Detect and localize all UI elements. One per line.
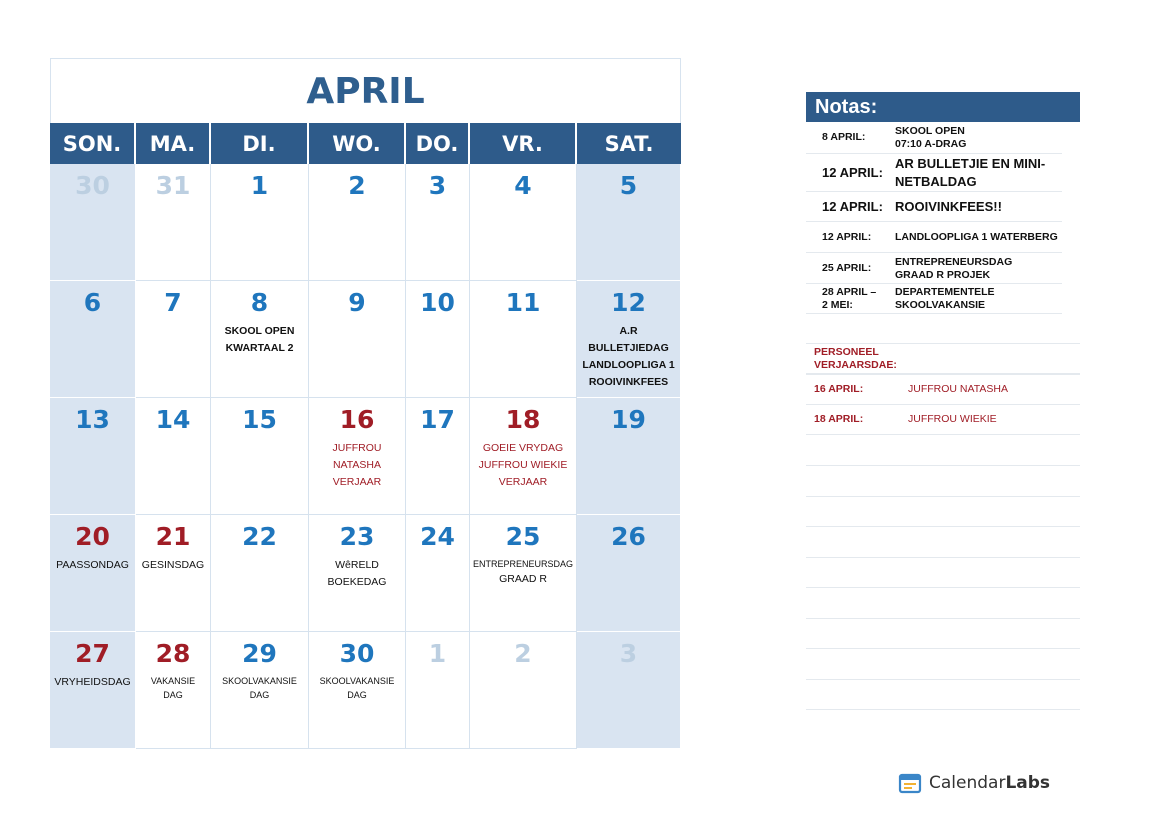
weekday-header [50, 123, 681, 164]
day-cell [50, 515, 136, 632]
event-text: WêRELD [335, 559, 379, 571]
note-blank-row [806, 679, 1080, 710]
week-row [50, 164, 681, 281]
day-number: 19 [611, 405, 646, 434]
day-cell [406, 515, 470, 632]
day-number: 25 [505, 522, 541, 551]
day-cell [470, 632, 577, 749]
staff-birthdays-row [806, 344, 1080, 375]
day-number: 1 [250, 171, 269, 200]
day-number: 26 [611, 522, 646, 551]
staff-birthdays-heading: PERSONEEL VERJAARSDAE: [814, 346, 897, 371]
day-cell [577, 164, 681, 281]
event-text: BULLETJIEDAG [588, 342, 669, 354]
event-text: SKOOLVAKANSIE [222, 676, 297, 686]
note-blank-row [806, 466, 1080, 497]
birthday-row [806, 405, 1080, 435]
event-text: VRYHEIDSDAG [54, 676, 131, 688]
event-text: VERJAAR [498, 476, 548, 488]
weekday-wednesday: WO. [309, 123, 406, 164]
note-text: DEPARTEMENTELE SKOOLVAKANSIE [895, 286, 995, 311]
day-number: 14 [155, 405, 191, 434]
day-cell [309, 515, 406, 632]
day-number: 13 [75, 405, 110, 434]
note-blank-row [806, 314, 1080, 344]
event-text: SKOOL OPEN [224, 325, 295, 337]
day-number: 31 [155, 171, 191, 200]
day-events [470, 557, 576, 588]
day-cell [577, 398, 681, 515]
logo-text: CalendarLabs [929, 773, 1051, 793]
weekday-friday: VR. [470, 123, 577, 164]
note-text: SKOOL OPEN 07:10 A-DRAG [895, 125, 967, 150]
day-number: 17 [420, 405, 455, 434]
note-date: 8 APRIL: [822, 131, 866, 143]
birthday-date: 18 APRIL: [814, 413, 864, 425]
day-number: 16 [339, 405, 375, 434]
weekday-thursday: DO. [406, 123, 470, 164]
event-text: JUFFROU [332, 442, 382, 454]
event-text: ROOIVINKFEES [588, 376, 669, 388]
event-text: KWARTAAL 2 [225, 342, 294, 354]
day-events [136, 557, 210, 574]
day-cell [577, 632, 681, 749]
day-cell [50, 164, 136, 281]
event-text: DAG [163, 690, 183, 700]
day-cell [406, 164, 470, 281]
event-text: PAASSONDAG [56, 559, 129, 571]
day-number: 4 [514, 171, 532, 200]
note-blank-row [806, 557, 1080, 588]
day-cell [309, 398, 406, 515]
day-cell [577, 515, 681, 632]
day-number: 11 [505, 288, 541, 317]
event-text: VAKANSIE [150, 676, 196, 686]
day-cell [470, 515, 577, 632]
day-number: 1 [428, 639, 447, 668]
day-events [309, 440, 405, 491]
day-number: 12 [611, 288, 646, 317]
note-row [806, 122, 1062, 154]
day-number: 7 [164, 288, 182, 317]
note-date: 12 APRIL: [822, 230, 872, 243]
note-row [806, 284, 1062, 314]
day-number: 10 [420, 288, 455, 317]
day-events [50, 674, 135, 691]
week-row [50, 515, 681, 632]
calendar-grid [50, 164, 681, 749]
day-cell [211, 164, 309, 281]
event-text: GRAAD R [499, 573, 547, 585]
note-blank-row [806, 435, 1080, 466]
day-number: 29 [242, 639, 277, 668]
birthday-name: JUFFROU NATASHA [908, 383, 1008, 395]
day-number: 23 [339, 522, 375, 551]
note-blank-row [806, 496, 1080, 527]
day-events [470, 440, 576, 491]
day-number: 18 [505, 405, 541, 434]
day-cell [470, 164, 577, 281]
day-cell [309, 281, 406, 398]
day-number: 6 [83, 288, 102, 317]
day-cell [136, 515, 211, 632]
event-text: DAG [249, 690, 270, 700]
day-cell [309, 632, 406, 749]
day-number: 2 [514, 639, 532, 668]
event-text: A.R [619, 325, 638, 337]
day-number: 3 [428, 171, 447, 200]
day-cell [136, 164, 211, 281]
note-text: LANDLOOPLIGA 1 WATERBERG [895, 231, 1058, 243]
note-blank-row [806, 618, 1080, 649]
day-number: 5 [619, 171, 638, 200]
birthday-date: 16 APRIL: [814, 383, 864, 395]
day-events [309, 674, 405, 702]
note-date: 12 APRIL: [822, 165, 883, 180]
day-cell [50, 281, 136, 398]
day-cell [50, 398, 136, 515]
day-cell [470, 398, 577, 515]
note-date: 28 APRIL – 2 MEI: [822, 286, 877, 311]
birthday-row [806, 375, 1080, 405]
day-number: 22 [242, 522, 277, 551]
week-row [50, 281, 681, 398]
calendar-logo-icon [898, 772, 924, 794]
day-cell [136, 632, 211, 749]
day-number: 15 [242, 405, 277, 434]
weekday-saturday: SAT. [604, 131, 654, 156]
day-cell [470, 281, 577, 398]
notes-title: Notas: [806, 92, 1080, 122]
day-cell [577, 281, 681, 398]
day-cell [309, 164, 406, 281]
day-number: 8 [250, 288, 269, 317]
event-text: GESINSDAG [141, 559, 205, 571]
calendar [50, 58, 681, 750]
note-blank-row [806, 527, 1080, 558]
event-text: VERJAAR [332, 476, 382, 488]
note-text: ROOIVINKFEES!! [895, 199, 1002, 214]
day-cell [211, 281, 309, 398]
event-text: DAG [347, 690, 367, 700]
weekday-tuesday: DI. [211, 123, 309, 164]
event-text: SKOOLVAKANSIE [319, 676, 395, 686]
day-cell [406, 398, 470, 515]
birthday-name: JUFFROU WIEKIE [908, 413, 997, 425]
event-text: JUFFROU WIEKIE [478, 459, 568, 471]
day-number: 9 [348, 288, 366, 317]
day-events [577, 323, 680, 391]
day-number: 30 [339, 639, 375, 668]
note-row [806, 154, 1062, 192]
event-text: LANDLOOPLIGA 1 [582, 359, 675, 371]
day-cell [406, 281, 470, 398]
day-events [211, 323, 308, 357]
note-row [806, 253, 1062, 284]
day-number: 21 [155, 522, 191, 551]
day-cell [406, 632, 470, 749]
weekday-monday: MA. [136, 123, 211, 164]
day-events [309, 557, 405, 591]
day-number: 27 [75, 639, 110, 668]
note-blank-row [806, 588, 1080, 619]
note-row [806, 222, 1062, 253]
day-events [211, 674, 308, 702]
day-number: 3 [619, 639, 638, 668]
event-text: BOEKEDAG [327, 576, 387, 588]
day-number: 20 [75, 522, 110, 551]
week-row [50, 632, 681, 749]
month-title: APRIL [50, 58, 681, 124]
day-events [50, 557, 135, 574]
event-text: NATASHA [332, 459, 382, 471]
note-date: 12 APRIL: [822, 199, 883, 214]
note-date: 25 APRIL: [822, 261, 872, 274]
weekday-sunday: SON. [50, 123, 136, 164]
day-number: 24 [420, 522, 455, 551]
day-cell [211, 398, 309, 515]
day-cell [211, 515, 309, 632]
note-row [806, 192, 1062, 222]
day-cell [50, 632, 136, 749]
day-cell [211, 632, 309, 749]
day-number: 30 [75, 171, 110, 200]
day-cell [136, 398, 211, 515]
note-text: ENTREPRENEURSDAG GRAAD R PROJEK [895, 255, 1013, 281]
note-blank-row [806, 649, 1080, 680]
event-text: GOEIE VRYDAG [482, 442, 564, 454]
day-cell [136, 281, 211, 398]
day-events [136, 674, 210, 702]
calendarlabs-logo [898, 770, 1050, 796]
day-number: 2 [348, 171, 366, 200]
event-text: ENTREPRENEURSDAG [472, 559, 573, 569]
week-row [50, 398, 681, 515]
day-number: 28 [155, 639, 191, 668]
note-text: AR BULLETJIE EN MINI- NETBALDAG [895, 156, 1046, 189]
